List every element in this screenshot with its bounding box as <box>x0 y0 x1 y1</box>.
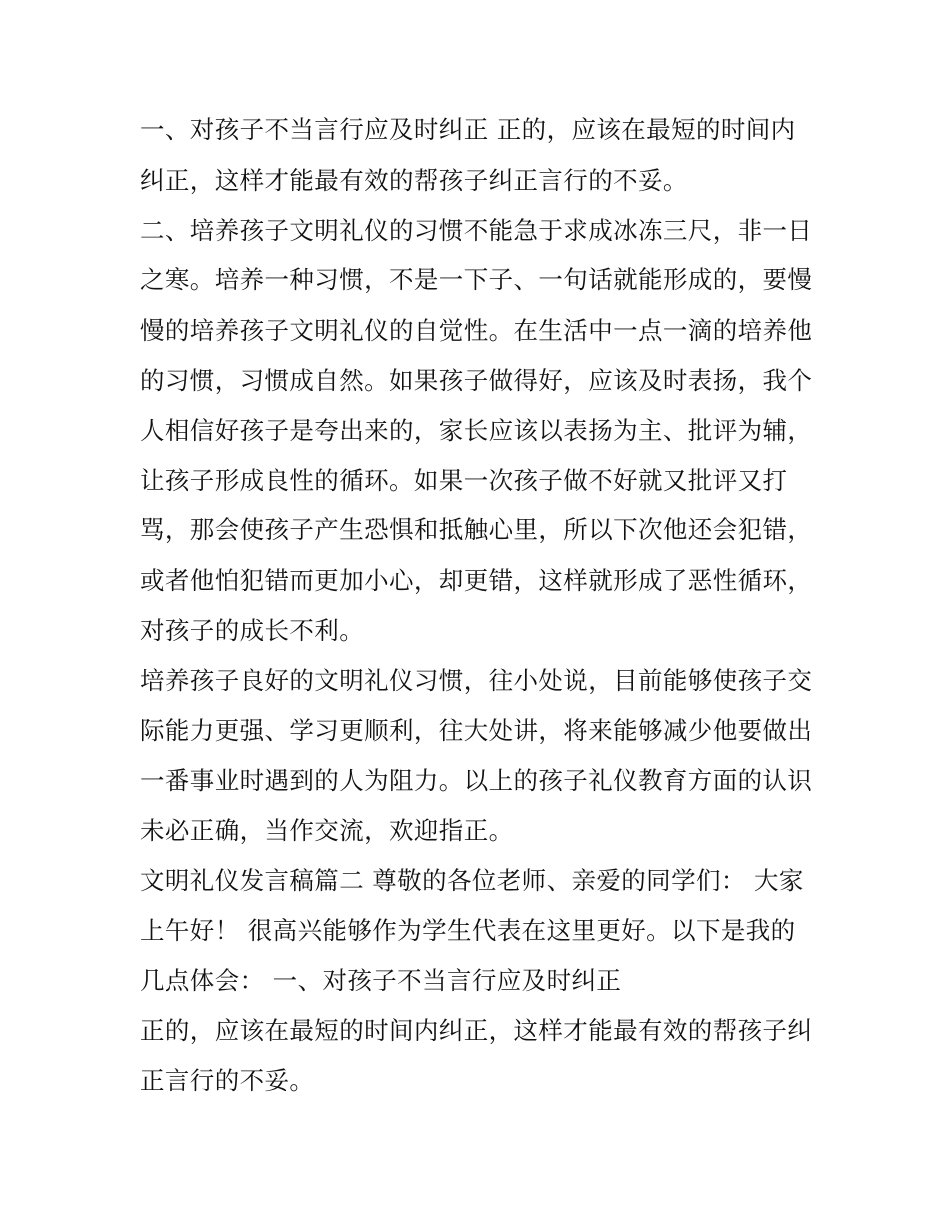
text-line: 际能力更强、学习更顺利，往大处讲，将来能够减少他要做出 <box>140 716 813 745</box>
text-line: 上午好！ 很高兴能够作为学生代表在这里更好。以下是我的 <box>140 916 796 945</box>
text-line: 或者他怕犯错而更加小心，却更错，这样就形成了恶性循环， <box>140 566 813 595</box>
text-line: 一、对孩子不当言行应及时纠正 正的，应该在最短的时间内 <box>140 115 796 144</box>
text-line: 未必正确，当作交流，欢迎指正。 <box>140 816 514 845</box>
text-line: 对孩子的成长不利。 <box>140 616 365 645</box>
text-line: 正言行的不妥。 <box>140 1066 315 1095</box>
text-line: 让孩子形成良性的循环。如果一次孩子做不好就又批评又打 <box>140 466 788 495</box>
text-line: 纠正，这样才能最有效的帮孩子纠正言行的不妥。 <box>140 166 688 195</box>
text-line: 培养孩子良好的文明礼仪习惯，往小处说，目前能够使孩子交 <box>140 666 813 695</box>
text-line: 文明礼仪发言稿篇二 尊敬的各位老师、亲爱的同学们： 大家 <box>140 866 804 895</box>
text-line: 人相信好孩子是夸出来的，家长应该以表扬为主、批评为辅， <box>140 416 813 445</box>
text-line: 正的，应该在最短的时间内纠正，这样才能最有效的帮孩子纠 <box>140 1016 813 1045</box>
text-line: 之寒。培养一种习惯，不是一下子、一句话就能形成的，要慢 <box>140 265 813 294</box>
text-line: 一番事业时遇到的人为阻力。以上的孩子礼仪教育方面的认识 <box>140 766 813 795</box>
text-line: 二、培养孩子文明礼仪的习惯不能急于求成冰冻三尺，非一日 <box>140 216 813 245</box>
text-line: 骂，那会使孩子产生恐惧和抵触心里，所以下次他还会犯错， <box>140 515 813 544</box>
text-line: 慢的培养孩子文明礼仪的自觉性。在生活中一点一滴的培养他 <box>140 316 813 345</box>
text-line: 几点体会： 一、对孩子不当言行应及时纠正 <box>140 966 622 995</box>
text-line: 的习惯，习惯成自然。如果孩子做得好，应该及时表扬，我个 <box>140 366 813 395</box>
